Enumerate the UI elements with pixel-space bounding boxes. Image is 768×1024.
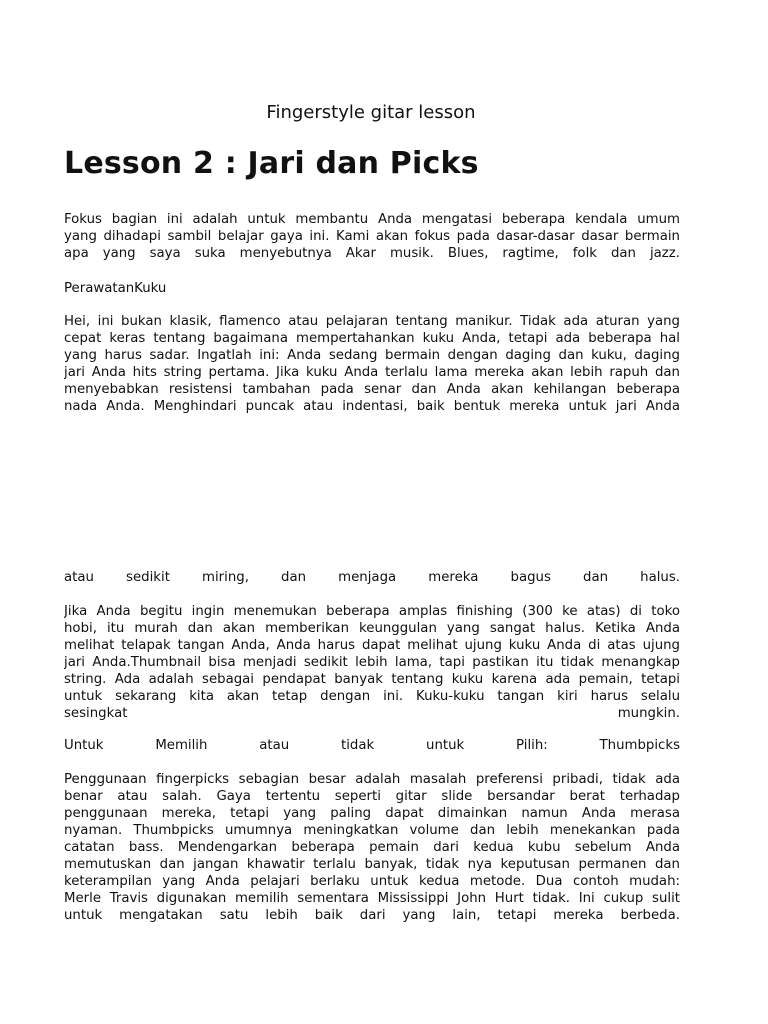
picks-paragraph [64, 771, 680, 924]
paragraph-line: nada Anda. Menghindari puncak atau indentasi, baik bentuk mereka untuk jari Anda [64, 399, 680, 414]
paragraph-line: apa yang saya suka menyebutnya Akar musik. Blues, ragtime, folk dan jazz. [64, 246, 680, 261]
document-subtitle: Fingerstyle gitar lesson [266, 102, 476, 123]
paragraph-line: menyebabkan resistensi tambahan pada senar dan Anda akan kehilangan beberapa [64, 382, 680, 397]
paragraph-line: nyaman. Thumbpicks umumnya meningkatkan volume dan lebih menekankan pada [64, 823, 680, 838]
paragraph-line: Merle Travis digunakan memilih sementara Mississippi John Hurt tidak. Ini cukup sulit [64, 891, 680, 906]
paragraph-line: jari Anda hits string pertama. Jika kuku Anda terlalu lama mereka akan lebih rapuh dan [64, 365, 680, 380]
paragraph-line: melihat telapak tangan Anda, Anda harus dapat melihat ujung kuku Anda di atas ujung [64, 638, 680, 653]
paragraph-line: string. Ada adalah sebagai pendapat banyak tentang kuku karena ada pemain, tetapi [64, 672, 680, 687]
paragraph-line: yang harus sadar. Ingatlah ini: Anda sedang bermain dengan daging dan kuku, daging [64, 348, 680, 363]
paragraph-line: atau sedikit miring, dan menjaga mereka bagus dan halus. [64, 570, 680, 585]
section-heading: PerawatanKuku [64, 281, 167, 296]
intro-paragraph [64, 211, 680, 262]
paragraph-line: untuk mengatakan satu lebih baik dari yang lain, tetapi mereka berbeda. [64, 908, 680, 923]
paragraph-line: catatan bass. Mendengarkan beberapa pemain dari kedua kubu sebelum Anda [64, 840, 680, 855]
paragraph-line: Fokus bagian ini adalah untuk membantu Anda mengatasi beberapa kendala umum [64, 212, 680, 227]
section-heading-block [64, 280, 680, 297]
paragraph-line: cepat keras tentang bagaimana mempertahankan kuku Anda, tetapi ada beberapa hal [64, 331, 680, 346]
choose-heading-block [64, 737, 680, 754]
nails-paragraph [64, 313, 680, 415]
paragraph-line: jari Anda.Thumbnail bisa menjadi sedikit lebih lama, tapi pastikan itu tidak menangkap [64, 655, 680, 670]
polish-paragraph [64, 603, 680, 722]
nails-paragraph-continued [64, 569, 680, 586]
paragraph-line: yang dihadapi sambil belajar gaya ini. Kami akan fokus pada dasar-dasar dasar bermain [64, 229, 680, 244]
choose-heading: Untuk Memilih atau tidak untuk Pilih: Thumbpicks [64, 738, 680, 753]
lesson-title: Lesson 2 : Jari dan Picks [64, 146, 479, 181]
paragraph-line: Penggunaan fingerpicks sebagian besar adalah masalah preferensi pribadi, tidak ada [64, 772, 680, 787]
paragraph-line: memutuskan dan jangan khawatir terlalu banyak, tidak nya keputusan permanen dan [64, 857, 680, 872]
paragraph-line: keterampilan yang Anda pelajari berlaku untuk kedua metode. Dua contoh mudah: [64, 874, 680, 889]
paragraph-line: Jika Anda begitu ingin menemukan beberapa amplas finishing (300 ke atas) di toko [64, 604, 680, 619]
paragraph-line: hobi, itu murah dan akan memberikan keunggulan yang sangat halus. Ketika Anda [64, 621, 680, 636]
paragraph-line: untuk sekarang kita akan tetap dengan ini. Kuku-kuku tangan kiri harus selalu [64, 689, 680, 704]
paragraph-line: sesingkat mungkin. [64, 706, 680, 721]
paragraph-line: penggunaan mereka, tetapi yang paling dapat dimainkan namun Anda merasa [64, 806, 680, 821]
paragraph-line: benar atau salah. Gaya tertentu seperti gitar slide bersandar berat terhadap [64, 789, 680, 804]
paragraph-line: Hei, ini bukan klasik, flamenco atau pelajaran tentang manikur. Tidak ada aturan yang [64, 314, 680, 329]
